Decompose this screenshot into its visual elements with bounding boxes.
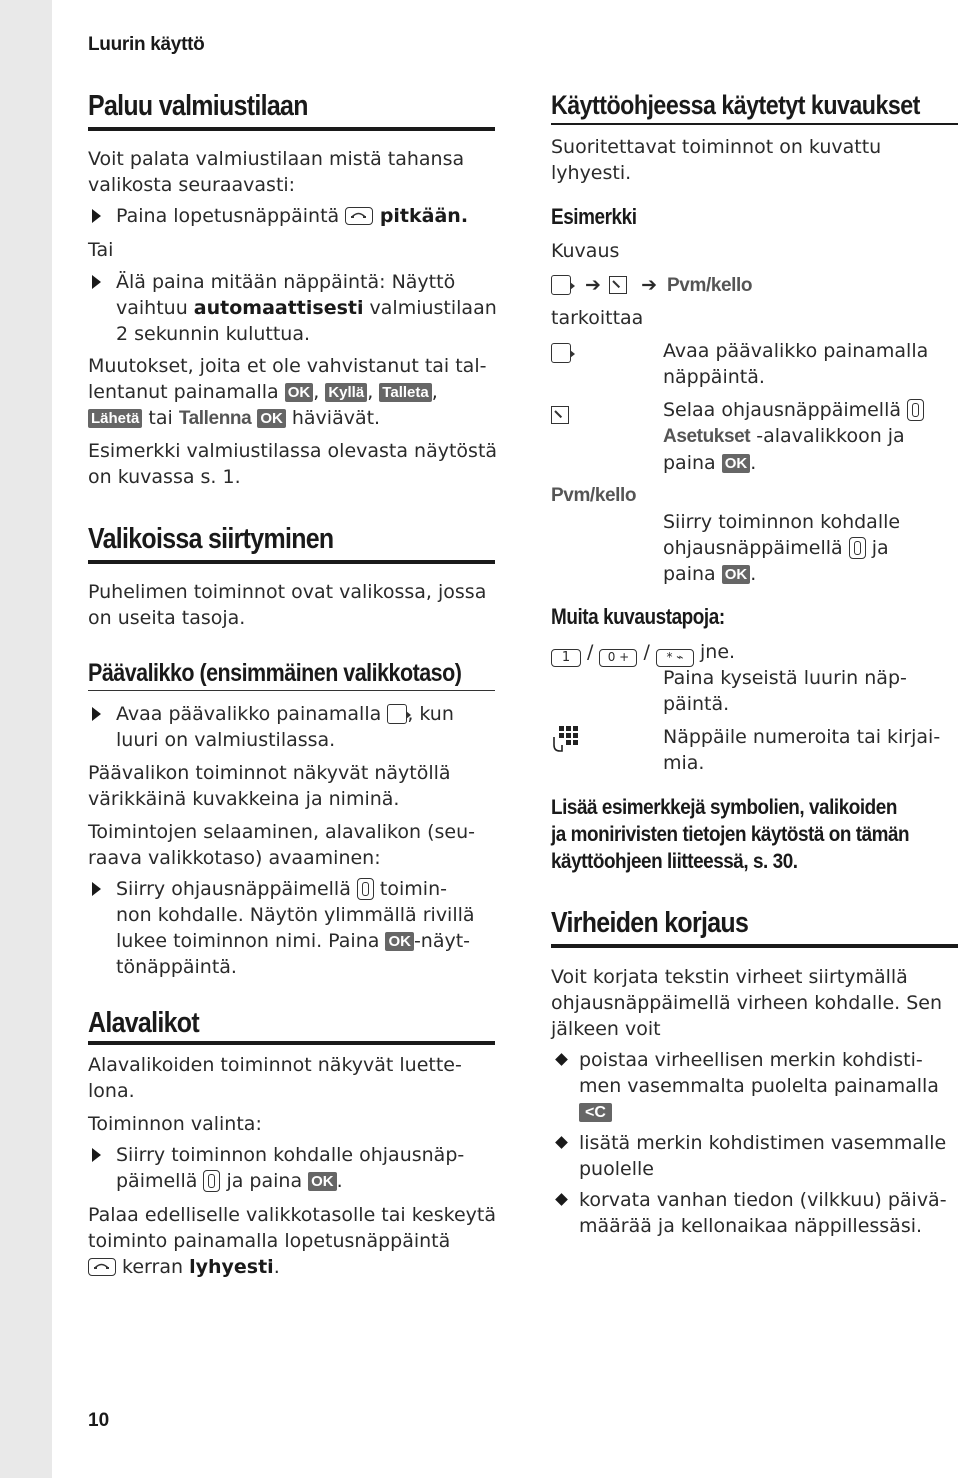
section-title-return-standby: Paluu valmiustilaan [88,90,308,122]
arrow-bullet-icon [92,1148,101,1162]
section-rule [88,1041,495,1045]
softkey-talleta: Talleta [379,383,431,402]
softkey-kylla: Kyllä [325,383,367,402]
heading-example: Esimerkki [551,204,637,229]
menu-key-icon [551,343,571,363]
subsection-rule [88,690,495,691]
paragraph-function-select: Toiminnon valinta: [88,1113,262,1135]
paragraph-described-briefly: Suoritettavat toiminnot on kuvattu lyhyesti. [551,136,882,184]
heading-other-notations: Muita kuvaustapoja: [551,604,725,629]
paragraph-return-intro: Voit palata valmiustilaan mistä tahansa valikosta seuraavasti: [88,148,465,196]
definition-description: Avaa päävalikko painamalla näppäintä. [663,340,929,388]
paragraph-error-correction: Voit korjata tekstin virheet siirtymällä ohjausnäppäimellä virheen kohdalle. Sen jälkeen voit [551,966,943,1040]
arrow-bullet-icon [92,275,101,289]
end-call-key-icon [88,1258,116,1276]
definition-description: Selaa ohjausnäppäimellä Asetukset -alavalikkoon ja paina OK . [663,397,924,476]
section-title-error-correction: Virheiden korjaus [551,907,749,939]
menu-term-tallenna: Tallenna [178,408,252,429]
section-rule [551,123,958,125]
paragraph-unsaved-changes: Muutokset, joita et ole vahvistanut tai tal- lentanut painamalla OK , Kyllä , Talleta , Lähetä tai Tallenna OK häviävät. [88,355,487,429]
clear-key-icon: <C [579,1103,612,1122]
definition-term [551,726,577,759]
arrow-bullet-icon [92,209,101,223]
label-description: Kuvaus [551,240,620,262]
paragraph-submenus-list: Alavalikoiden toiminnot näkyvät luette- lona. [88,1054,462,1102]
section-title-menu-navigation: Valikoissa siirtyminen [88,523,334,555]
section-rule [551,944,958,948]
section-title-descriptions: Käyttöohjeessa käytetyt kuvaukset [551,90,920,120]
arrow-bullet-icon [92,882,101,896]
paragraph-go-back: Palaa edelliselle valikkotasolle tai keskeytä toiminto painamalla lopetusnäppäintä kerran lyhyesti. [88,1204,496,1278]
section-title-submenus: Alavalikot [88,1007,199,1039]
page-margin-bar [0,0,52,1478]
definition-term [551,340,571,366]
paragraph-more-examples: Lisää esimerkkejä symbolien, valikoiden ja monirivisten tietojen käytöstä on tämän käyttöohjeen liitteessä, s. 30. [551,796,910,873]
section-rule [88,560,495,564]
menu-key-icon [387,704,407,724]
key-one-icon: 1 [551,649,581,667]
example-sequence: ➔ ➔ Pvm/kello [551,272,752,299]
menu-term-pvm-kello: Pvm/kello [551,485,637,506]
key-star-icon: * ⌁ [656,649,694,667]
diamond-bullet-icon [555,1193,568,1206]
navigation-key-icon [849,537,866,559]
navigation-key-icon [357,878,374,900]
definition-term [551,482,636,509]
definition-term [551,402,569,428]
softkey-ok: OK [285,383,314,402]
label-means: tarkoittaa [551,307,644,329]
keys-line: 1 / 0 + / * ⌁ jne. [551,639,735,667]
paragraph-example-ref: Esimerkki valmiustilassa olevasta näytöstä on kuvassa s. 1. [88,440,498,488]
paragraph-main-menu-icons: Päävalikon toiminnot näkyvät näytöllä värikkäinä kuvakkeina ja niminä. [88,762,451,810]
menu-term-asetukset: Asetukset [663,426,751,447]
paragraph-browsing: Toimintojen selaaminen, alavalikon (seu- raava valikkotaso) avaaminen: [88,821,475,869]
softkey-ok: OK [308,1172,337,1191]
settings-icon [551,406,569,424]
subsection-title-main-menu: Päävalikko (ensimmäinen valikkotaso) [88,659,462,687]
softkey-laheta: Lähetä [88,409,142,428]
diamond-bullet-icon [555,1136,568,1149]
end-call-key-icon [345,207,373,225]
section-rule [88,127,495,131]
running-header: Luurin käyttö [88,34,205,55]
softkey-ok: OK [257,409,286,428]
paragraph-menu-levels: Puhelimen toiminnot ovat valikossa, jossa on useita tasoja. [88,581,487,629]
settings-icon [609,276,627,294]
softkey-ok: OK [722,454,751,473]
softkey-ok: OK [385,932,414,951]
definition-description: Paina kyseistä luurin näp- päintä. [663,667,907,715]
definition-description: Näppäile numeroita tai kirjai- mia. [663,726,941,774]
navigation-key-icon [907,399,924,421]
keypad-icon [551,726,577,752]
key-zero-icon: 0 + [599,649,637,667]
paragraph-or: Tai [88,239,114,261]
page-number: 10 [88,1410,110,1431]
softkey-ok: OK [722,565,751,584]
diamond-bullet-icon [555,1053,568,1066]
arrow-bullet-icon [92,707,101,721]
menu-key-icon [551,275,571,295]
navigation-key-icon [203,1170,220,1192]
definition-description: Siirry toiminnon kohdalle ohjausnäppäimellä ja paina OK . [663,511,901,585]
menu-term-pvm-kello: Pvm/kello [667,275,753,296]
